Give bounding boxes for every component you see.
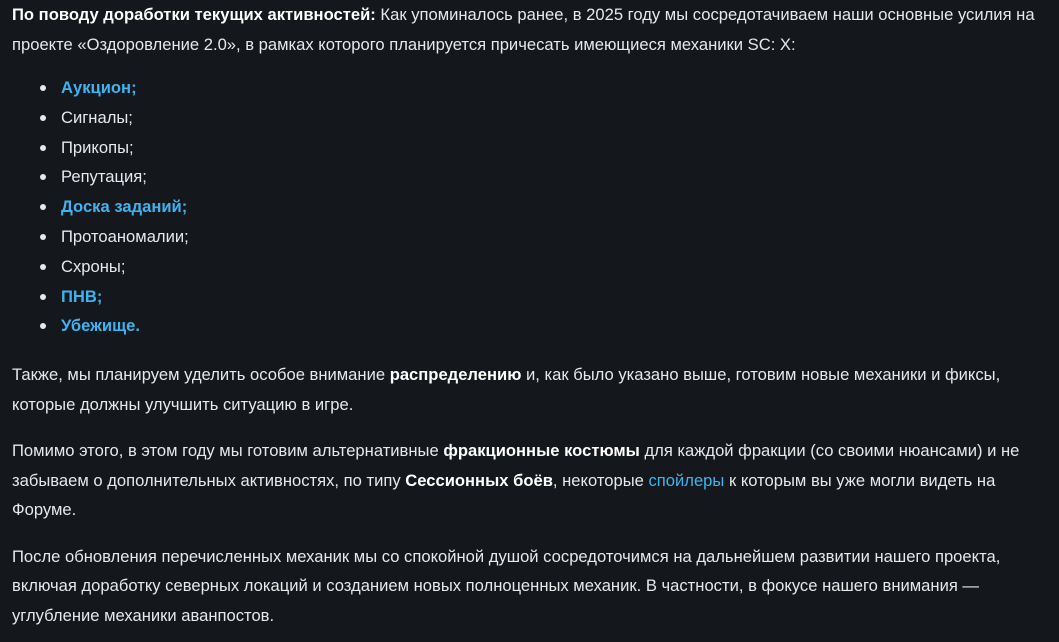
mechanic-label: Репутация; <box>61 167 147 187</box>
mechanic-link[interactable]: ПНВ; <box>61 286 103 306</box>
mechanic-label: Прикопы; <box>61 137 134 157</box>
list-item <box>12 252 1047 282</box>
costumes-part2: для каждой фракции (со своими нюансами) и не забываем о дополнительных активностях, по типу <box>12 441 1020 490</box>
mechanic-label: Протоаномалии; <box>61 226 189 246</box>
costumes-part3: , некоторые <box>552 470 649 490</box>
bullet-icon <box>40 145 46 151</box>
intro-lead: По поводу доработки текущих активностей: <box>12 5 376 24</box>
bullet-icon <box>40 115 46 121</box>
mechanic-label: Схроны; <box>61 256 126 276</box>
list-item[interactable] <box>12 192 1047 222</box>
future-paragraph <box>12 542 1047 631</box>
bullet-icon <box>40 323 46 329</box>
bullet-icon <box>40 264 46 270</box>
mechanic-link[interactable]: Убежище. <box>61 316 140 336</box>
list-item <box>12 162 1047 192</box>
mechanic-label: Сигналы; <box>61 107 133 127</box>
future-text: После обновления перечисленных механик мы со спокойной душой сосредоточимся на дальнейшем развитии нашего проекта, включая доработку северных локаций и созданием новых полноценных механик. В частности, в фокусе нашего внимания — углубление механики аванпостов. <box>12 546 1001 625</box>
spoilers-link[interactable]: спойлеры <box>648 470 725 490</box>
intro-text: Как упоминалось ранее, в 2025 году мы сосредотачиваем наши основные усилия на проекте «Оздоровление 2.0», в рамках которого планируется причесать имеющиеся механики SC: X: <box>12 5 1035 54</box>
distribution-before: Также, мы планируем уделить особое внимание <box>12 365 390 385</box>
costumes-part4: к которым вы уже могли видеть на Форуме. <box>12 470 996 520</box>
costumes-bold1: фракционные костюмы <box>443 441 640 461</box>
distribution-after: и, как было указано выше, готовим новые механики и фиксы, которые должны улучшить ситуацию в игре. <box>12 365 1001 414</box>
list-item <box>12 103 1047 133</box>
bullet-icon <box>40 294 46 300</box>
list-item[interactable] <box>12 311 1047 341</box>
list-item <box>12 222 1047 252</box>
bullet-icon <box>40 204 46 210</box>
list-item[interactable] <box>12 282 1047 312</box>
intro-paragraph <box>12 0 1047 59</box>
bullet-icon <box>40 234 46 240</box>
list-item <box>12 133 1047 163</box>
costumes-part1: Помимо этого, в этом году мы готовим альтернативные <box>12 441 444 461</box>
bullet-icon <box>40 174 46 180</box>
mechanic-link[interactable]: Доска заданий; <box>61 197 188 217</box>
bullet-icon <box>40 85 46 91</box>
costumes-bold2: Сессионных боёв <box>405 470 553 490</box>
distribution-bold: распределению <box>389 365 522 385</box>
costumes-paragraph <box>12 436 1047 525</box>
mechanics-list <box>12 73 1047 341</box>
list-item[interactable] <box>12 73 1047 103</box>
distribution-paragraph <box>12 360 1047 419</box>
mechanic-link[interactable]: Аукцион; <box>61 78 137 97</box>
